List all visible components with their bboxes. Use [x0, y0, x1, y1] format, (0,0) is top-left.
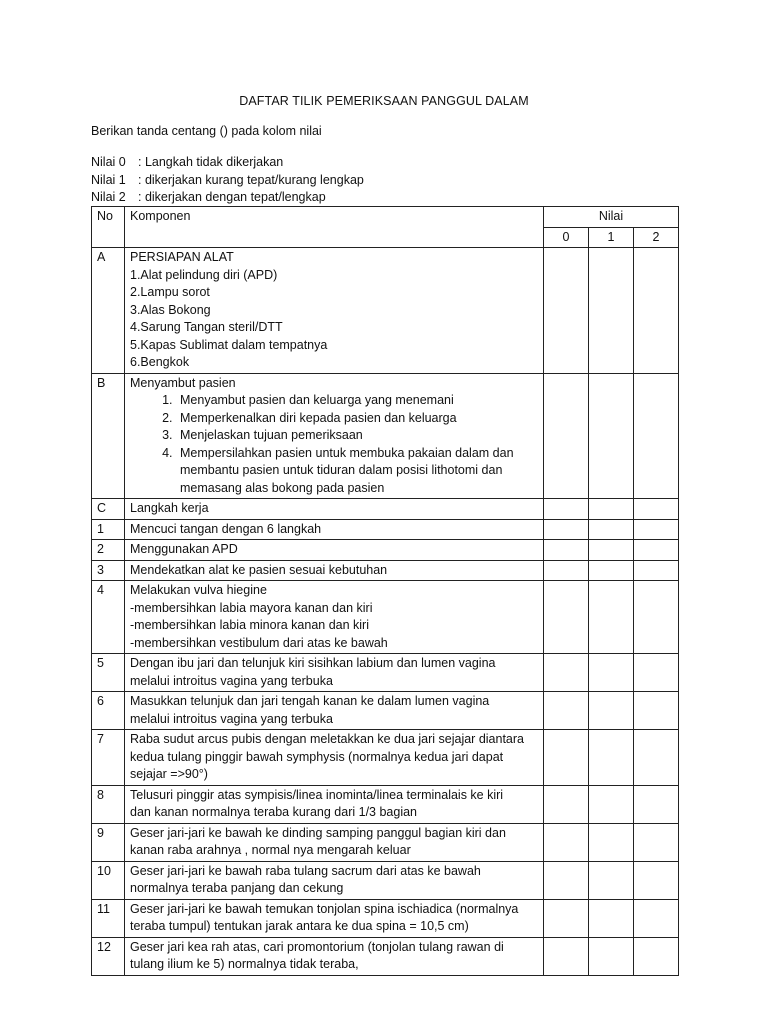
score-cell-1[interactable] [589, 730, 634, 786]
score-cell-1[interactable] [589, 823, 634, 861]
score-cell-2[interactable] [634, 785, 679, 823]
komponen-line: Dengan ibu jari dan telunjuk kiri sisihkan labium dan lumen vagina [130, 656, 496, 670]
table-row [92, 560, 679, 581]
score-cell-1[interactable] [589, 519, 634, 540]
row-komponen [125, 519, 544, 540]
score-cell-2[interactable] [634, 730, 679, 786]
komponen-line: 5.Kapas Sublimat dalam tempatnya [130, 337, 328, 352]
row-number: 6 [92, 692, 125, 730]
score-cell-0[interactable] [544, 248, 589, 374]
legend-desc: : dikerjakan kurang tepat/kurang lengkap [138, 172, 364, 187]
row-number: 7 [92, 730, 125, 786]
komponen-line: 6.Bengkok [130, 355, 190, 369]
komponen-line: Geser jari-jari ke bawah ke dinding samping panggul bagian kiri dan [130, 825, 506, 840]
header-score-0: 0 [544, 227, 589, 248]
table-row [92, 248, 679, 374]
komponen-line: Geser jari-jari ke bawah raba tulang sacrum dari atas ke bawah [130, 863, 481, 878]
score-cell-1[interactable] [589, 692, 634, 730]
score-cell-2[interactable] [634, 373, 679, 499]
row-komponen [125, 785, 544, 823]
header-no: No [92, 207, 125, 248]
komponen-line: melalui introitus vagina yang terbuka [130, 711, 333, 726]
score-cell-1[interactable] [589, 373, 634, 499]
score-cell-0[interactable] [544, 785, 589, 823]
table-row [92, 373, 679, 499]
score-cell-0[interactable] [544, 373, 589, 499]
komponen-line: kanan raba arahnya , normal nya mengarah keluar [130, 843, 411, 857]
table-row [92, 540, 679, 561]
legend-code: Nilai 0 [91, 155, 126, 169]
checklist-rows [92, 248, 679, 976]
legend-row [91, 154, 364, 172]
komponen-line: Raba sudut arcus pubis dengan meletakkan ke dua jari sejajar diantara [130, 732, 524, 746]
score-cell-2[interactable] [634, 654, 679, 692]
score-cell-1[interactable] [589, 654, 634, 692]
row-komponen [125, 654, 544, 692]
komponen-line: Melakukan vulva hiegine [130, 583, 267, 597]
komponen-line: teraba tumpul) tentukan jarak antara ke dua spina = 10,5 cm) [130, 919, 469, 933]
row-komponen [125, 560, 544, 581]
row-number: 10 [92, 861, 125, 899]
legend-code: Nilai 1 [91, 172, 126, 187]
row-number: 1 [92, 519, 125, 540]
komponen-line: normalnya teraba panjang dan cekung [130, 881, 344, 895]
komponen-line: Langkah kerja [130, 501, 209, 515]
row-komponen [125, 861, 544, 899]
komponen-line: -membersihkan vestibulum dari atas ke bawah [130, 635, 388, 650]
legend-desc: : Langkah tidak dikerjakan [138, 155, 284, 169]
document-title: DAFTAR TILIK PEMERIKSAAN PANGGUL DALAM [239, 94, 529, 108]
table-row [92, 730, 679, 786]
row-number: 11 [92, 899, 125, 937]
score-cell-2[interactable] [634, 861, 679, 899]
komponen-line: 4.Sarung Tangan steril/DTT [130, 320, 283, 334]
score-cell-0[interactable] [544, 560, 589, 581]
table-row [92, 785, 679, 823]
legend-row [91, 172, 364, 190]
checklist-table [91, 206, 679, 976]
score-cell-2[interactable] [634, 823, 679, 861]
row-number: 4 [92, 581, 125, 654]
score-legend [91, 154, 364, 207]
table-row [92, 823, 679, 861]
header-komponen: Komponen [125, 207, 544, 248]
score-cell-2[interactable] [634, 540, 679, 561]
row-number: 9 [92, 823, 125, 861]
score-cell-0[interactable] [544, 899, 589, 937]
sublist-item: 3. Menjelaskan tujuan pemeriksaan [176, 427, 538, 445]
row-number: 3 [92, 560, 125, 581]
score-cell-0[interactable] [544, 499, 589, 520]
header-score-1: 1 [589, 227, 634, 248]
komponen-line: PERSIAPAN ALAT [130, 250, 234, 264]
score-cell-0[interactable] [544, 519, 589, 540]
score-cell-0[interactable] [544, 581, 589, 654]
komponen-line: Masukkan telunjuk dan jari tengah kanan ke dalam lumen vagina [130, 694, 490, 708]
table-row [92, 499, 679, 520]
komponen-line: -membersihkan labia minora kanan dan kiri [130, 618, 370, 632]
komponen-line: 3.Alas Bokong [130, 302, 211, 317]
header-score-2: 2 [634, 227, 679, 248]
table-row [92, 899, 679, 937]
komponen-line: sejajar =>90°) [130, 767, 208, 781]
score-cell-1[interactable] [589, 560, 634, 581]
score-cell-1[interactable] [589, 499, 634, 520]
score-cell-1[interactable] [589, 248, 634, 374]
score-cell-0[interactable] [544, 937, 589, 975]
table-row [92, 654, 679, 692]
score-cell-2[interactable] [634, 248, 679, 374]
table-row [92, 861, 679, 899]
komponen-line: Menggunakan APD [130, 542, 238, 556]
row-komponen [125, 373, 544, 499]
komponen-line: Geser jari-jari ke bawah temukan tonjolan spina ischiadica (normalnya [130, 901, 519, 916]
komponen-line: Menyambut pasien [130, 375, 236, 390]
komponen-line: dan kanan normalnya teraba kurang dari 1/3 bagian [130, 805, 418, 819]
score-cell-0[interactable] [544, 654, 589, 692]
score-cell-0[interactable] [544, 823, 589, 861]
row-komponen [125, 692, 544, 730]
score-cell-2[interactable] [634, 581, 679, 654]
row-number: 8 [92, 785, 125, 823]
legend-code: Nilai 2 [91, 190, 126, 204]
score-cell-1[interactable] [589, 785, 634, 823]
table-row [92, 692, 679, 730]
komponen-line: kedua tulang pinggir bawah symphysis (normalnya kedua jari dapat [130, 749, 504, 764]
komponen-line: 2.Lampu sorot [130, 285, 210, 299]
score-cell-2[interactable] [634, 937, 679, 975]
score-cell-2[interactable] [634, 519, 679, 540]
komponen-line: 1.Alat pelindung diri (APD) [130, 267, 278, 282]
legend-desc: : dikerjakan dengan tepat/lengkap [138, 190, 326, 204]
row-number: 2 [92, 540, 125, 561]
score-cell-1[interactable] [589, 937, 634, 975]
komponen-line: -membersihkan labia mayora kanan dan kiri [130, 600, 373, 615]
score-cell-2[interactable] [634, 560, 679, 581]
sublist-item: 4. Mempersilahkan pasien untuk membuka pakaian dalam dan membantu pasien untuk tiduran dalam posisi lithotomi dan memasang alas bokong pada pasien [176, 445, 538, 498]
komponen-line: tulang ilium ke 5) normalnya tidak teraba, [130, 957, 359, 971]
instruction-text: Berikan tanda centang () pada kolom nilai [91, 124, 322, 138]
row-komponen [125, 823, 544, 861]
komponen-sublist [130, 392, 538, 497]
row-komponen [125, 581, 544, 654]
score-cell-2[interactable] [634, 692, 679, 730]
table-row [92, 581, 679, 654]
row-komponen [125, 899, 544, 937]
score-cell-0[interactable] [544, 861, 589, 899]
score-cell-0[interactable] [544, 540, 589, 561]
legend-row [91, 189, 364, 207]
table-row [92, 519, 679, 540]
row-number: A [92, 248, 125, 374]
komponen-line: Telusuri pinggir atas sympisis/linea inominta/linea terminalais ke kiri [130, 787, 504, 802]
score-cell-0[interactable] [544, 692, 589, 730]
header-nilai: Nilai [544, 207, 679, 228]
score-cell-2[interactable] [634, 499, 679, 520]
row-number: C [92, 499, 125, 520]
score-cell-1[interactable] [589, 540, 634, 561]
row-komponen [125, 540, 544, 561]
score-cell-2[interactable] [634, 899, 679, 937]
score-cell-1[interactable] [589, 899, 634, 937]
row-komponen [125, 730, 544, 786]
komponen-line: Geser jari kea rah atas, cari promontorium (tonjolan tulang rawan di [130, 939, 504, 954]
komponen-line: Mencuci tangan dengan 6 langkah [130, 521, 322, 536]
sublist-item: 1. Menyambut pasien dan keluarga yang menemani [176, 392, 538, 410]
table-row [92, 937, 679, 975]
score-cell-0[interactable] [544, 730, 589, 786]
row-komponen [125, 499, 544, 520]
row-number: B [92, 373, 125, 499]
row-komponen [125, 248, 544, 374]
sublist-item: 2. Memperkenalkan diri kepada pasien dan keluarga [176, 410, 538, 428]
row-komponen [125, 937, 544, 975]
row-number: 5 [92, 654, 125, 692]
score-cell-1[interactable] [589, 861, 634, 899]
score-cell-1[interactable] [589, 581, 634, 654]
komponen-line: melalui introitus vagina yang terbuka [130, 673, 333, 688]
row-number: 12 [92, 937, 125, 975]
komponen-line: Mendekatkan alat ke pasien sesuai kebutuhan [130, 562, 388, 577]
